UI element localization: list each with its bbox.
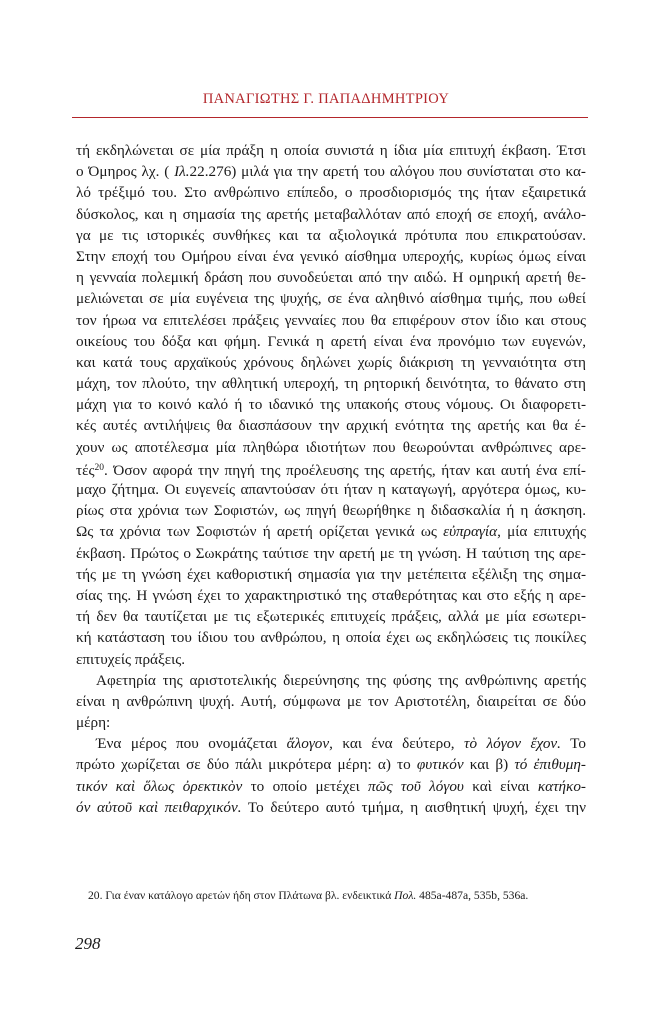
text-segment: και κατά τους αρχαϊκούς χρόνους δηλώνει χωρίς διάκριση τη γενναιότητα στη <box>76 353 586 371</box>
italic-term: πῶς τοῦ λόγου <box>368 777 464 795</box>
text-segment: τή δεν θα ταυτίζεται με τις εξωτερικές επιτυχείς πράξεις, αλλά με μία εσωτερι- <box>76 608 586 626</box>
text-segment: Ως τα χρόνια των Σοφιστών ή αρετή ορίζεται γενικά ως <box>76 523 444 541</box>
text-line <box>76 225 586 246</box>
text-segment: πρώτο χωρίζεται σε δύο πάλι μικρότερα μέρη: α) το <box>76 756 417 774</box>
text-line <box>76 394 586 415</box>
text-line <box>76 500 586 521</box>
italic-term: κατήκο- <box>537 777 586 795</box>
text-segment: τές <box>76 461 95 479</box>
text-line <box>76 754 586 775</box>
text-segment: , και ένα δεύτερο, <box>329 735 465 753</box>
text-line <box>76 627 586 648</box>
italic-term: όν αὐτοῦ καὶ πειθαρχικόν. <box>76 798 242 816</box>
text-line <box>76 649 586 670</box>
text-line <box>76 415 586 436</box>
text-segment: , μία επιτυχής <box>497 523 586 541</box>
text-segment: Αφετηρία της αριστοτελικής διερεύνησης της φύσης της ανθρώπινης αρετής <box>96 671 586 689</box>
text-line <box>76 712 586 733</box>
text-line <box>76 331 586 352</box>
italic-term: ἄλογον <box>286 735 330 753</box>
body-text <box>76 140 586 818</box>
text-segment: λό τρέξιμό του. Στο ανθρώπινο επίπεδο, ο προσδιορισμός της ήταν εξαιρετικά <box>76 184 586 202</box>
text-segment: δύσκολος, και η σημασία της αρετής μεταβαλλόταν από εποχή σε εποχή, ανάλο- <box>76 205 586 223</box>
text-line <box>76 352 586 373</box>
text-line <box>76 373 586 394</box>
footnote-20 <box>88 889 528 902</box>
text-line <box>76 437 586 458</box>
text-line <box>76 204 586 225</box>
text-segment: επιτυχείς πράξεις. <box>76 650 186 668</box>
text-segment: τής με τη γνώση έχει καθοριστική σημασία για την μετέπειτα εξέλιξη της σημα- <box>76 565 586 583</box>
text-segment: κές αυτές αντιλήψεις θα διασπάσουν την αρχική ενότητα της αρετής και θα έ- <box>76 417 586 435</box>
text-line <box>76 776 586 797</box>
text-line <box>76 691 586 712</box>
text-segment: μάχη για το κοινό καλό ή το ιδανικό της υπακοής στους νόμους. Οι διαφορετι- <box>76 396 586 414</box>
italic-term: φυτικόν <box>416 756 464 774</box>
text-segment: οικείους του δόξα και φήμη. Γενικά η αρετή είναι ένα προνόμιο των ευγενών, <box>76 332 586 350</box>
text-line <box>76 267 586 288</box>
text-segment: Το δεύτερο αυτό τμήμα, η αισθητική ψυχή, έχει την <box>241 798 586 816</box>
text-line <box>76 161 586 182</box>
text-line <box>76 585 586 606</box>
text-segment: ρίως στα χρόνια των Σοφιστών, ως πηγή θεωρήθηκε η διδασκαλία ή η άσκηση. <box>76 502 586 520</box>
text-line <box>76 543 586 564</box>
text-segment: ο Όμηρος λχ. ( <box>76 163 175 181</box>
italic-term: Ιλ. <box>174 163 190 181</box>
text-segment: και β) <box>463 756 515 774</box>
text-segment: καὶ είναι <box>463 777 538 795</box>
running-header: ΠΑΝΑΓΙΩΤΗΣ Γ. ΠΑΠΑΔΗΜΗΤΡΙΟΥ <box>202 91 450 107</box>
text-segment: σίας της. Η γνώση έχει το χαρακτηριστικό της σταθερότητας και στο εξής η αρε- <box>76 586 586 604</box>
page-number: 298 <box>75 934 101 953</box>
footnote-text: 20. Για έναν κατάλογο αρετών ήδη στον Πλάτωνα βλ. ενδεικτικά <box>88 889 395 902</box>
text-segment: γα με τις ιστορικές συνθήκες και τα αξιολογικά πρότυπα που επικρατούσαν. <box>76 226 586 244</box>
italic-term: τό ἐπιθυμη- <box>514 756 586 774</box>
text-segment: . Όσον αφορά την πηγή της προέλευσης της αρετής, ήταν και αυτή ένα επί- <box>104 461 586 479</box>
text-segment: Στην εποχή του Ομήρου είναι ένα γενικό αίσθημα υπεροχής, κυρίως όμως είναι <box>76 247 586 265</box>
text-line <box>76 606 586 627</box>
text-line <box>76 797 586 818</box>
text-line <box>76 140 586 161</box>
italic-term: τικόν καὶ ὅλως ὀρεκτικὸν <box>76 777 243 795</box>
text-segment: Ένα μέρος που ονομάζεται <box>96 735 287 753</box>
text-line <box>76 564 586 585</box>
italic-term: τὸ λόγον ἔχον. <box>464 735 561 753</box>
text-line <box>76 288 586 309</box>
footnote-citation: Πολ. <box>394 889 417 902</box>
footnote-refs: 485a-487a, 535b, 536a. <box>416 889 529 902</box>
text-line <box>76 479 586 500</box>
text-segment: το οποίο μετέχει <box>242 777 369 795</box>
text-segment: 22.276) μιλά για την αρετή του αλόγου που συνίσταται στο κα- <box>189 163 586 181</box>
text-segment: η γενναία πολεμική δράση που συνοδεύεται από την αιδώ. Η ομηρική αρετή θε- <box>76 269 586 287</box>
footnote-marker: 20 <box>94 462 104 473</box>
text-segment: έκβαση. Πρώτος ο Σωκράτης ταύτισε την αρετή με τη γνώση. Η ταύτιση της αρε- <box>76 544 586 562</box>
text-line <box>76 521 586 542</box>
italic-term: εὐπραγία <box>443 523 498 541</box>
text-segment: μελιώνεται σε μία ευγένεια της ψυχής, σε ένα αληθινό αίσθημα τιμής, που ωθεί <box>76 290 586 308</box>
text-segment: τον ήρωα να επιτελέσει πράξεις γενναίες που θα επιφέρουν στον ίδιο και στους <box>76 311 586 329</box>
text-segment: μέρη: <box>76 714 111 732</box>
text-segment: μάχη, τον πλούτο, την αθλητική υπεροχή, τη ρητορική δεινότητα, το θάνατο στη <box>76 375 586 393</box>
text-line <box>76 182 586 203</box>
text-line <box>76 458 586 479</box>
text-line <box>76 310 586 331</box>
text-segment: κή κατάσταση του ίδιου του ανθρώπου, η οποία έχει ως εκδηλώσεις τις ποικίλες <box>76 629 586 647</box>
text-segment: είναι η ανθρώπινη ψυχή. Αυτή, σύμφωνα με τον Αριστοτέλη, διαιρείται σε δύο <box>76 692 586 710</box>
text-line <box>76 246 586 267</box>
text-line <box>76 733 586 754</box>
text-segment: μαχο ζήτημα. Οι ευγενείς απαντούσαν ότι ήταν η καταγωγή, αργότερα όμως, κυ- <box>76 481 586 498</box>
text-segment: τή εκδηλώνεται σε μία πράξη η οποία συνιστά η ίδια μία επιτυχή έκβαση. Έτσι <box>76 142 586 159</box>
text-segment: χουν ως αποτέλεσμα μία πληθώρα ιδιοτήτων που θεωρούνται ανθρώπινες αρε- <box>76 438 586 456</box>
text-line <box>76 670 586 691</box>
header-rule <box>72 117 588 118</box>
text-segment: Το <box>560 735 586 753</box>
